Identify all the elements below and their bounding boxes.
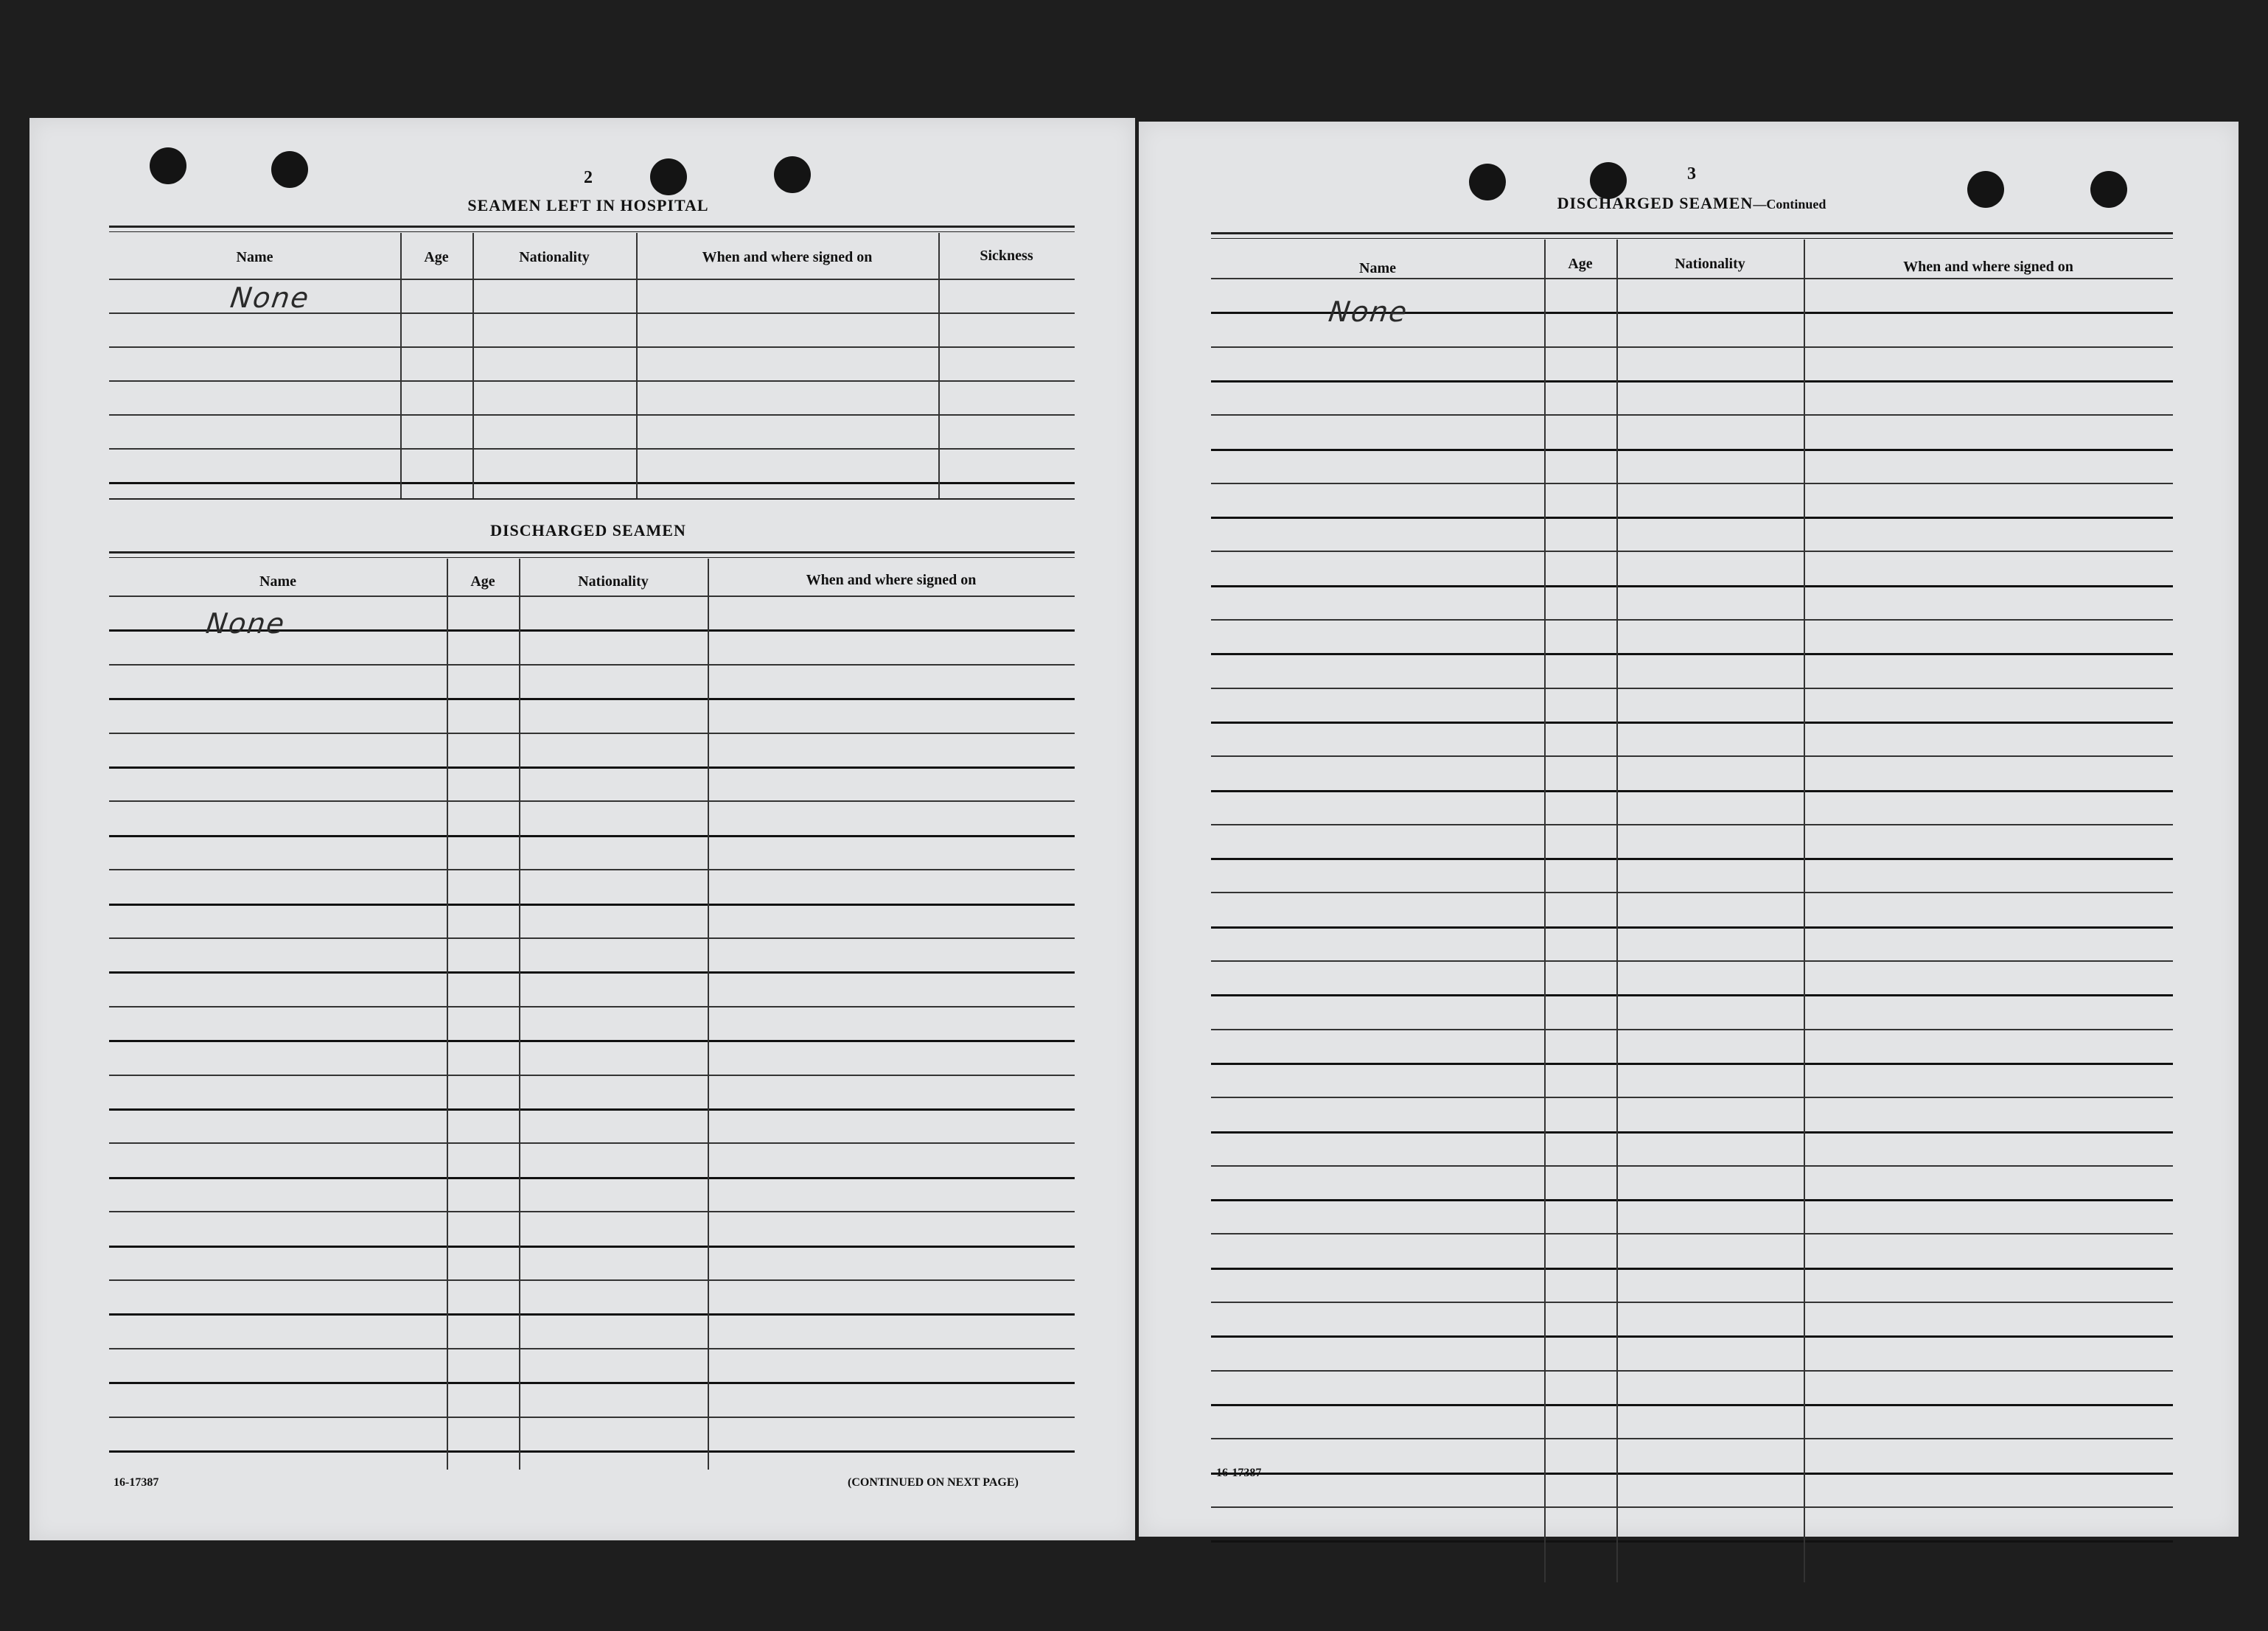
table-row-line — [1211, 1438, 2173, 1439]
table-row-line — [1211, 449, 2173, 451]
table-row-line — [109, 904, 1075, 906]
table-row-line — [1211, 960, 2173, 962]
table-row-line — [109, 1040, 1075, 1042]
table-row-line — [109, 971, 1075, 974]
table-row-line — [1211, 1302, 2173, 1303]
column-header-signed-on: When and where signed on — [1903, 259, 2073, 275]
column-header-nationality: Nationality — [519, 249, 590, 265]
table-row-line — [1211, 755, 2173, 757]
table-row-line — [1211, 892, 2173, 893]
table-row-line — [1211, 414, 2173, 416]
table-row-line — [1211, 1540, 2173, 1543]
table-row-line — [109, 766, 1075, 769]
table-row-line — [109, 1417, 1075, 1418]
table-row-line — [1211, 1029, 2173, 1030]
title-main: DISCHARGED SEAMEN — [1557, 194, 1754, 212]
table-row-line — [109, 937, 1075, 939]
table-row-line — [1211, 380, 2173, 383]
table-row-line — [109, 1211, 1075, 1212]
table-row-line — [109, 596, 1075, 597]
handwritten-entry: None — [203, 607, 288, 640]
table-row-line — [109, 1142, 1075, 1144]
column-header-name: Name — [1359, 260, 1396, 276]
table-row-line — [109, 1075, 1075, 1076]
punch-hole — [774, 156, 811, 193]
handwritten-entry: None — [228, 282, 313, 314]
table-row-line — [1211, 1473, 2173, 1475]
table-row-line — [1211, 653, 2173, 655]
table-row-line — [109, 835, 1075, 837]
column-header-signed-on: When and where signed on — [702, 249, 873, 265]
table-row-line — [109, 1313, 1075, 1316]
section-title-discharged: DISCHARGED SEAMEN — [490, 521, 686, 539]
table-row-line — [1211, 278, 2173, 279]
table-row-line — [1211, 1233, 2173, 1234]
punch-hole — [150, 147, 186, 184]
table-row-line — [1211, 790, 2173, 792]
column-header-name: Name — [236, 249, 273, 265]
table-row-line — [109, 698, 1075, 700]
handwritten-entry: None — [1326, 296, 1411, 328]
table-row-line — [1211, 1335, 2173, 1338]
discharged-table — [109, 551, 1075, 1473]
table-row-line — [1211, 858, 2173, 860]
section-title-hospital: SEAMEN LEFT IN HOSPITAL — [467, 196, 709, 214]
left-page — [29, 118, 1135, 1540]
column-header-sickness: Sickness — [980, 248, 1033, 264]
table-row-line — [1211, 619, 2173, 621]
table-row-line — [1211, 1131, 2173, 1134]
column-header-age: Age — [1568, 256, 1593, 272]
table-row-line — [109, 1006, 1075, 1007]
table-row-line — [1211, 346, 2173, 348]
punch-hole — [1469, 164, 1506, 200]
table-row-line — [109, 733, 1075, 734]
page-number: 2 — [584, 168, 593, 187]
table-row-line — [1211, 722, 2173, 724]
page-number: 3 — [1687, 164, 1696, 184]
table-row-line — [1211, 483, 2173, 484]
continued-note: (CONTINUED ON NEXT PAGE) — [848, 1476, 1019, 1489]
table-row-line — [109, 1108, 1075, 1111]
table-row-line — [1211, 688, 2173, 689]
table-row-line — [1211, 926, 2173, 929]
table-row-line — [1211, 1506, 2173, 1508]
column-header-nationality: Nationality — [1675, 256, 1745, 272]
table-row-line — [1211, 1370, 2173, 1372]
table-row-line — [1211, 1268, 2173, 1270]
table-row-line — [109, 1450, 1075, 1453]
table-row-line — [1211, 585, 2173, 587]
punch-hole — [650, 158, 687, 195]
table-row-line — [1211, 1097, 2173, 1098]
table-row-line — [1211, 517, 2173, 519]
table-row-line — [109, 1279, 1075, 1281]
column-header-signed-on: When and where signed on — [806, 572, 977, 588]
right-page — [1139, 122, 2239, 1537]
table-row-line — [109, 1246, 1075, 1248]
table-row-line — [1211, 1199, 2173, 1201]
column-header-name: Name — [259, 573, 296, 590]
form-number: 16-17387 — [114, 1476, 159, 1489]
punch-hole — [2090, 171, 2127, 208]
column-header-nationality: Nationality — [578, 573, 649, 590]
table-row-line — [109, 869, 1075, 870]
table-row-line — [1211, 994, 2173, 996]
table-row-line — [1211, 1063, 2173, 1065]
table-row-line — [109, 800, 1075, 802]
title-suffix: —Continued — [1753, 197, 1826, 212]
column-header-age: Age — [470, 573, 495, 590]
table-row-line — [1211, 1404, 2173, 1406]
table-row-line — [109, 664, 1075, 666]
column-header-age: Age — [424, 249, 449, 265]
table-row-line — [1211, 551, 2173, 552]
punch-hole — [1967, 171, 2004, 208]
table-row-line — [109, 1382, 1075, 1384]
table-row-line — [1211, 1165, 2173, 1167]
table-row-line — [109, 1177, 1075, 1179]
section-title-discharged-continued — [1515, 194, 1869, 213]
form-number: 16-17387 — [1216, 1467, 1262, 1479]
discharged-continued-table — [1211, 232, 2173, 1590]
table-row-line — [109, 1348, 1075, 1349]
punch-hole — [271, 151, 308, 188]
table-row-line — [1211, 824, 2173, 825]
